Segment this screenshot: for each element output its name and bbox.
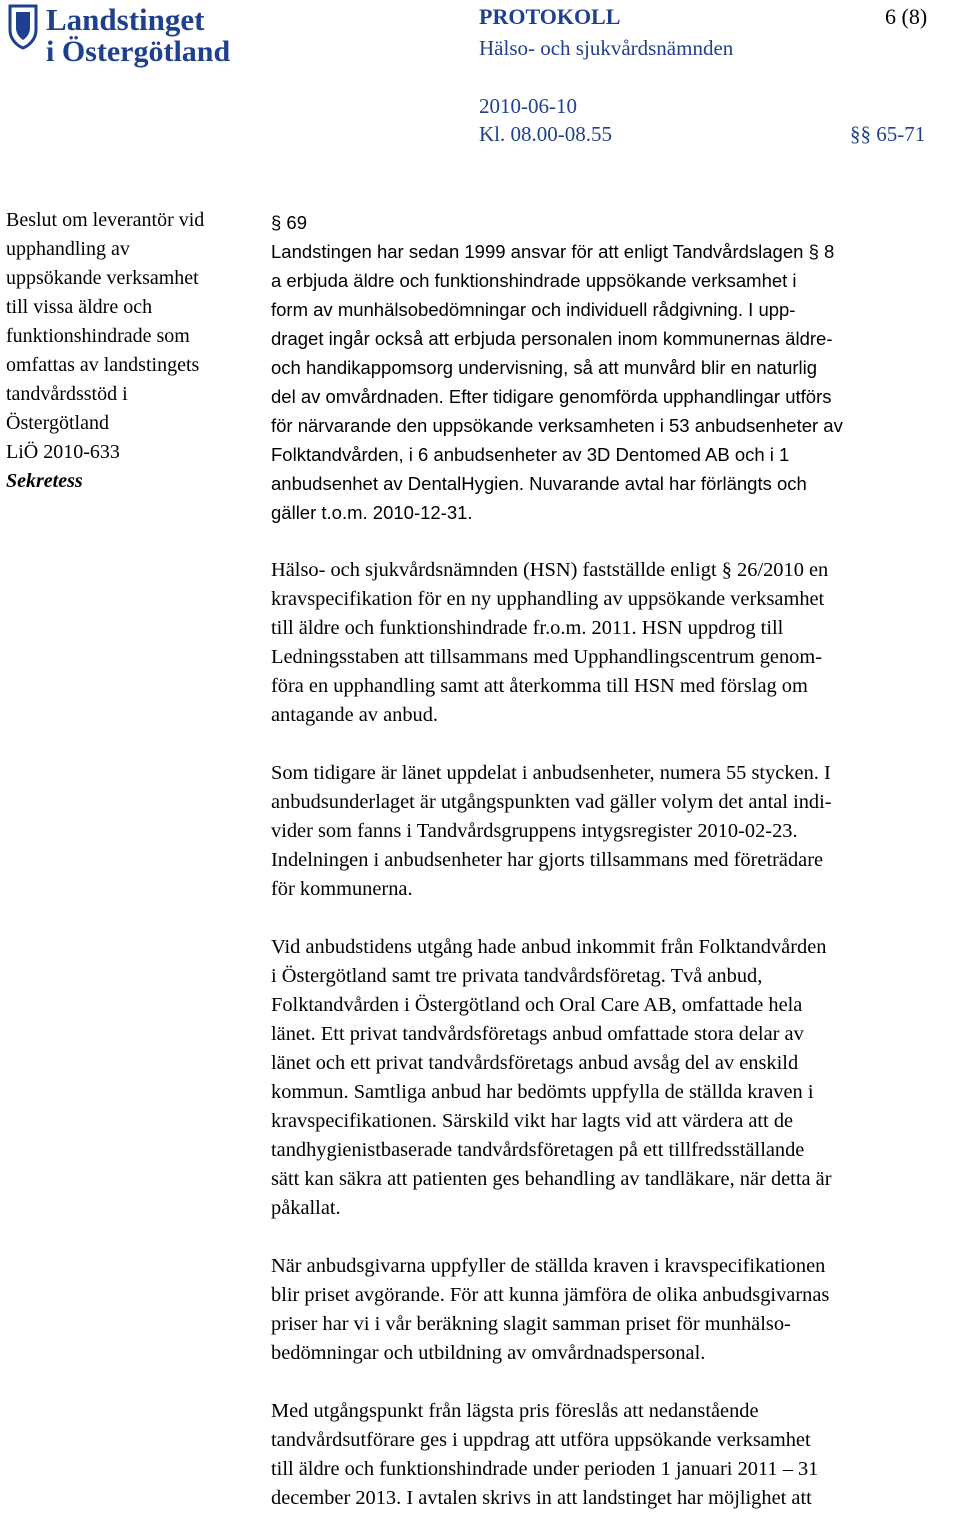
protocol-title: PROTOKOLL (479, 4, 621, 29)
sidebar-heading (6, 206, 256, 496)
paragraph-line: kommun. Samtliga anbud har bedömts uppfylla de ställda kraven i (271, 1081, 814, 1103)
paragraph-line: föra en upphandling samt att återkomma till HSN med förslag om (271, 675, 808, 697)
document-body (271, 208, 960, 1513)
paragraph-line: Folktandvården i Östergötland och Oral Care AB, omfattade hela (271, 994, 803, 1016)
paragraph (271, 1252, 960, 1368)
paragraph-line: När anbudsgivarna uppfyller de ställda kraven i kravspecifikationen (271, 1255, 826, 1277)
paragraph-line: december 2013. I avtalen skrivs in att landstinget har möjlighet att (271, 1487, 812, 1509)
paragraph-line: kravspecifikation för en ny upphandling av uppsökande verksamhet (271, 588, 825, 610)
paragraph (271, 933, 960, 1223)
paragraph-line: vider som fanns i Tandvårdsgruppens intygsregister 2010-02-23. (271, 820, 798, 842)
section-line: gäller t.o.m. 2010-12-31. (271, 502, 473, 523)
sidebar-line: Östergötland (6, 412, 109, 434)
sidebar-line: LiÖ 2010-633 (6, 441, 120, 463)
paragraph-line: Indelningen i anbudsenheter har gjorts tillsammans med företrädare (271, 849, 824, 871)
paragraph-line: till äldre och funktionshindrade under perioden 1 januari 2011 – 31 (271, 1458, 819, 1480)
section-line: och handikappomsorg undervisning, så att munvård blir en naturlig (271, 357, 818, 378)
secrecy-label: Sekretess (6, 470, 83, 492)
paragraph-line: påkallat. (271, 1197, 341, 1219)
logo-line2: i Östergötland (46, 35, 231, 68)
paragraph-line: Ledningsstaben att tillsammans med Upphandlingscentrum genom- (271, 646, 823, 668)
paragraph (271, 759, 960, 904)
paragraph-line: tandvårdsutförare ges i uppdrag att utföra uppsökande verksamhet (271, 1429, 811, 1451)
sidebar-line: till vissa äldre och (6, 296, 153, 318)
logo-line1: Landstinget (46, 2, 205, 37)
page-number: 6 (8) (885, 4, 928, 29)
meeting-date: 2010-06-10 (479, 94, 577, 118)
sidebar-line: omfattas av landstingets (6, 354, 200, 376)
sidebar-line: tandvårdsstöd i (6, 383, 128, 405)
paragraph-line: anbudsunderlaget är utgångspunkten vad gäller volym det antal indi- (271, 791, 832, 813)
section-69 (271, 208, 960, 527)
paragraph (271, 1397, 960, 1513)
section-number: § 69 (271, 212, 308, 233)
sidebar-line: uppsökande verksamhet (6, 267, 199, 289)
paragraph-line: länet. Ett privat tandvårdsföretags anbud omfattade stora delar av (271, 1023, 804, 1045)
landstinget-logo (6, 0, 264, 68)
section-line: anbudsenhet av DentalHygien. Nuvarande avtal har förlängts och (271, 473, 807, 494)
section-line: för närvarande den uppsökande verksamheten i 53 anbudsenheter av (271, 415, 843, 436)
paragraph-line: för kommunerna. (271, 878, 413, 900)
section-line: a erbjuda äldre och funktionshindrade uppsökande verksamhet i (271, 270, 797, 291)
paragraph-line: Med utgångspunkt från lägsta pris föreslås att nedanstående (271, 1400, 759, 1422)
section-line: del av omvårdnaden. Efter tidigare genomförda upphandlingar utförs (271, 386, 832, 407)
section-line: form av munhälsobedömningar och individuell rådgivning. I upp- (271, 299, 796, 320)
paragraph-line: till äldre och funktionshindrade fr.o.m. 2011. HSN uppdrog till (271, 617, 784, 639)
paragraph-line: sätt kan säkra att patienten ges behandling av tandläkare, när detta är (271, 1168, 832, 1190)
sidebar-line: upphandling av (6, 238, 130, 260)
paragraph-line: antagande av anbud. (271, 704, 439, 726)
sidebar-line: funktionshindrade som (6, 325, 190, 347)
section-line: Folktandvården, i 6 anbudsenheter av 3D Dentomed AB och i 1 (271, 444, 790, 465)
paragraph-line: länet och ett privat tandvårdsföretags anbud avsåg del av enskild (271, 1052, 799, 1074)
paragraph-line: priser har vi i vår beräkning slagit samman priset för munhälso- (271, 1313, 791, 1335)
paragraph-line: kravspecifikationen. Särskild vikt har lagts vid att värdera att de (271, 1110, 794, 1132)
paragraph-line: tandhygienistbaserade tandvårdsföretagen på ett tillfredsställande (271, 1139, 805, 1161)
committee-name: Hälso- och sjukvårdsnämnden (479, 36, 734, 60)
sidebar-line: Beslut om leverantör vid (6, 209, 205, 231)
paragraph-line: blir priset avgörande. För att kunna jämföra de olika anbudsgivarnas (271, 1284, 830, 1306)
section-line: Landstingen har sedan 1999 ansvar för att enligt Tandvårdslagen § 8 (271, 241, 835, 262)
paragraph-line: Som tidigare är länet uppdelat i anbudsenheter, numera 55 stycken. I (271, 762, 831, 784)
paragraph (271, 556, 960, 730)
paragraph-line: Vid anbudstidens utgång hade anbud inkommit från Folktandvården (271, 936, 827, 958)
paragraph-line: bedömningar och utbildning av omvårdnadspersonal. (271, 1342, 706, 1364)
paragraph-line: Hälso- och sjukvårdsnämnden (HSN) fastställde enligt § 26/2010 en (271, 559, 829, 581)
paragraph-range: §§ 65-71 (850, 122, 926, 146)
meeting-time: Kl. 08.00-08.55 (479, 122, 612, 146)
paragraph-line: i Östergötland samt tre privata tandvårdsföretag. Två anbud, (271, 965, 763, 987)
section-line: draget ingår också att erbjuda personalen inom kommunernas äldre- (271, 328, 833, 349)
